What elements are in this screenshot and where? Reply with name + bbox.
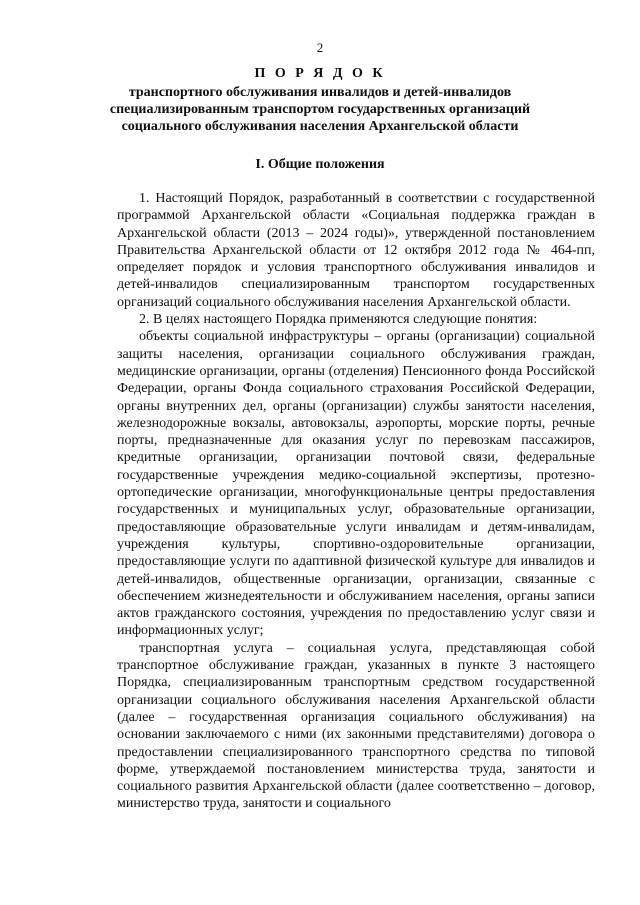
paragraph-3: объекты социальной инфраструктуры – органы (организации) социальной защиты населения, организации социального обслуживания граждан, медицинские организации, органы (отделения) Пенсионного фонда Российской Федерации, органы Фонда социального страхования Российской Федерации, органы внутренних дел, органы (организации) службы занятости населения, железнодорожные вокзалы, автовокзалы, аэропорты, морские порты, речные порты, предназначенные для оказания услуг по перевозкам пассажиров, кредитные организации, организации почтовой связи, федеральные государственные учреждения медико-социальной экспертизы, протезно-ортопедические организации, многофункциональные центры предоставления государственных и муниципальных услуг, образовательные организации, предоставляющие образовательные услуги инвалидам и детям-инвалидам, учреждения культуры, спортивно-оздоровительные организации, предоставляющие услуги по адаптивной физической культуре для инвалидов и детей-инвалидов, общественные организации, организации, связанные с обеспечением жизнедеятельности и обслуживанием населения, органы записи актов гражданского состояния, учреждения по предоставлению услуг связи и информационных услуг;	[117, 329, 595, 639]
section-heading: I. Общие положения	[255, 157, 385, 172]
paragraph-4: транспортная услуга – социальная услуга, представляющая собой транспортное обслуживание граждан, указанных в пункте 3 настоящего Порядка, специализированным транспортным средством государственной организации социального обслуживания населения Архангельской области (далее – государственная организация социального обслуживания) на основании заключаемого с ними (их законными представителями) договора о предоставлении специализированного транспортного средства по типовой форме, утверждаемой постановлением министерства труда, занятости и социального развития Архангельской области (далее соответственно – договор, министерство труда, занятости и социального	[117, 640, 595, 812]
document-title: П О Р Я Д О К	[254, 66, 386, 81]
paragraph-1: 1. Настоящий Порядок, разработанный в соответствии с государственной программой Архангельской области «Социальная поддержка граждан в Архангельской области (2013 – 2024 годы)», утвержденной постановлением Правительства Архангельской области от 12 октября 2012 года № 464-пп, определяет порядок и условия транспортного обслуживания инвалидов и детей-инвалидов специализированным транспортом государственных организаций социального обслуживания населения Архангельской области.	[117, 191, 595, 310]
document-subtitle: транспортного обслуживания инвалидов и детей-инвалидов специализированным транспортом государственных организаций социального обслуживания населения Архангельской области	[109, 85, 531, 134]
document-body	[117, 190, 595, 813]
paragraph-2: 2. В целях настоящего Порядка применяются следующие понятия:	[139, 312, 538, 328]
page-number: 2	[316, 40, 324, 55]
